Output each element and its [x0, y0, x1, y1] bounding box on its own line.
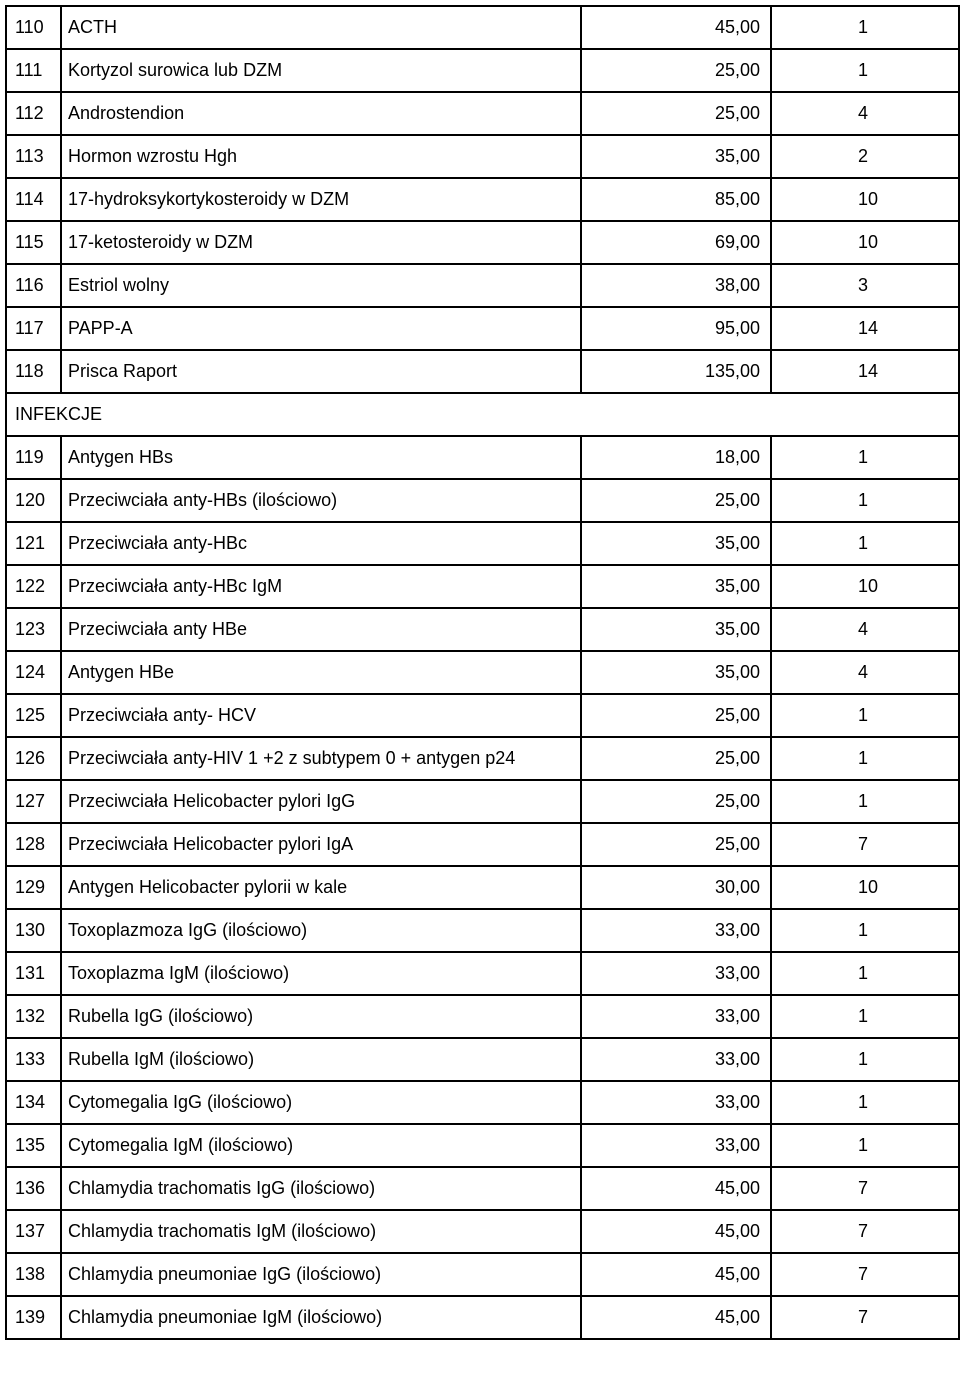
test-name: ACTH: [61, 6, 581, 49]
table-row: [6, 436, 959, 479]
test-price: 25,00: [581, 49, 771, 92]
table-row: [6, 49, 959, 92]
test-name: Przeciwciała anty-HBc IgM: [61, 565, 581, 608]
table-row: [6, 952, 959, 995]
row-number: 118: [6, 350, 61, 393]
test-name: Cytomegalia IgG (ilościowo): [61, 1081, 581, 1124]
test-name: Chlamydia trachomatis IgG (ilościowo): [61, 1167, 581, 1210]
row-number: 131: [6, 952, 61, 995]
table-row: [6, 694, 959, 737]
table-row: [6, 6, 959, 49]
test-name: Antygen HBs: [61, 436, 581, 479]
turnaround-days: 1: [771, 49, 959, 92]
turnaround-days: 1: [771, 780, 959, 823]
table-row: [6, 1210, 959, 1253]
test-name: Chlamydia pneumoniae IgG (ilościowo): [61, 1253, 581, 1296]
test-price: 35,00: [581, 565, 771, 608]
table-row: [6, 1124, 959, 1167]
table-row: [6, 135, 959, 178]
turnaround-days: 1: [771, 952, 959, 995]
test-name: Kortyzol surowica lub DZM: [61, 49, 581, 92]
section-title: INFEKCJE: [6, 393, 959, 436]
turnaround-days: 1: [771, 737, 959, 780]
row-number: 129: [6, 866, 61, 909]
table-row: [6, 522, 959, 565]
row-number: 137: [6, 1210, 61, 1253]
row-number: 111: [6, 49, 61, 92]
row-number: 133: [6, 1038, 61, 1081]
table-row: [6, 909, 959, 952]
test-name: Przeciwciała anty-HBs (ilościowo): [61, 479, 581, 522]
row-number: 110: [6, 6, 61, 49]
test-price: 45,00: [581, 1296, 771, 1339]
test-price: 35,00: [581, 608, 771, 651]
turnaround-days: 4: [771, 608, 959, 651]
row-number: 117: [6, 307, 61, 350]
table-row: [6, 995, 959, 1038]
test-price: 18,00: [581, 436, 771, 479]
test-price: 45,00: [581, 1253, 771, 1296]
turnaround-days: 1: [771, 479, 959, 522]
test-price: 25,00: [581, 479, 771, 522]
test-name: Prisca Raport: [61, 350, 581, 393]
test-price: 85,00: [581, 178, 771, 221]
row-number: 126: [6, 737, 61, 780]
test-name: PAPP-A: [61, 307, 581, 350]
row-number: 112: [6, 92, 61, 135]
row-number: 132: [6, 995, 61, 1038]
test-name: 17-hydroksykortykosteroidy w DZM: [61, 178, 581, 221]
table-row: [6, 1296, 959, 1339]
test-name: 17-ketosteroidy w DZM: [61, 221, 581, 264]
section-header-row: [6, 393, 959, 436]
test-name: Przeciwciała Helicobacter pylori IgA: [61, 823, 581, 866]
test-price: 45,00: [581, 1210, 771, 1253]
turnaround-days: 1: [771, 1081, 959, 1124]
test-price: 69,00: [581, 221, 771, 264]
table-row: [6, 1038, 959, 1081]
test-price: 35,00: [581, 135, 771, 178]
row-number: 113: [6, 135, 61, 178]
row-number: 123: [6, 608, 61, 651]
test-price: 33,00: [581, 995, 771, 1038]
turnaround-days: 1: [771, 522, 959, 565]
turnaround-days: 14: [771, 350, 959, 393]
table-row: [6, 479, 959, 522]
test-name: Antygen HBe: [61, 651, 581, 694]
test-name: Rubella IgM (ilościowo): [61, 1038, 581, 1081]
test-price: 25,00: [581, 694, 771, 737]
test-name: Toxoplazma IgM (ilościowo): [61, 952, 581, 995]
test-name: Przeciwciała anty- HCV: [61, 694, 581, 737]
test-price: 33,00: [581, 952, 771, 995]
table-row: [6, 178, 959, 221]
row-number: 120: [6, 479, 61, 522]
table-row: [6, 1167, 959, 1210]
turnaround-days: 1: [771, 694, 959, 737]
table-row: [6, 565, 959, 608]
table-row: [6, 737, 959, 780]
test-price: 33,00: [581, 909, 771, 952]
turnaround-days: 7: [771, 1253, 959, 1296]
test-price: 25,00: [581, 737, 771, 780]
turnaround-days: 10: [771, 178, 959, 221]
row-number: 128: [6, 823, 61, 866]
test-price: 45,00: [581, 6, 771, 49]
test-name: Toxoplazmoza IgG (ilościowo): [61, 909, 581, 952]
test-price: 30,00: [581, 866, 771, 909]
table-row: [6, 1253, 959, 1296]
test-price: 25,00: [581, 823, 771, 866]
test-name: Estriol wolny: [61, 264, 581, 307]
turnaround-days: 1: [771, 1124, 959, 1167]
turnaround-days: 3: [771, 264, 959, 307]
test-name: Chlamydia trachomatis IgM (ilościowo): [61, 1210, 581, 1253]
test-name: Antygen Helicobacter pylorii w kale: [61, 866, 581, 909]
test-name: Chlamydia pneumoniae IgM (ilościowo): [61, 1296, 581, 1339]
turnaround-days: 10: [771, 221, 959, 264]
turnaround-days: 10: [771, 565, 959, 608]
test-name: Rubella IgG (ilościowo): [61, 995, 581, 1038]
turnaround-days: 1: [771, 436, 959, 479]
table-row: [6, 92, 959, 135]
test-price: 35,00: [581, 651, 771, 694]
test-price: 25,00: [581, 92, 771, 135]
row-number: 119: [6, 436, 61, 479]
test-price: 33,00: [581, 1038, 771, 1081]
turnaround-days: 1: [771, 909, 959, 952]
row-number: 124: [6, 651, 61, 694]
table-row: [6, 350, 959, 393]
test-price: 35,00: [581, 522, 771, 565]
test-name: Przeciwciała Helicobacter pylori IgG: [61, 780, 581, 823]
test-name: Przeciwciała anty HBe: [61, 608, 581, 651]
row-number: 122: [6, 565, 61, 608]
turnaround-days: 7: [771, 1296, 959, 1339]
turnaround-days: 2: [771, 135, 959, 178]
turnaround-days: 1: [771, 6, 959, 49]
row-number: 130: [6, 909, 61, 952]
table-row: [6, 780, 959, 823]
test-price: 135,00: [581, 350, 771, 393]
row-number: 139: [6, 1296, 61, 1339]
turnaround-days: 4: [771, 651, 959, 694]
test-price: 45,00: [581, 1167, 771, 1210]
row-number: 121: [6, 522, 61, 565]
turnaround-days: 10: [771, 866, 959, 909]
row-number: 136: [6, 1167, 61, 1210]
table-row: [6, 264, 959, 307]
test-name: Hormon wzrostu Hgh: [61, 135, 581, 178]
row-number: 116: [6, 264, 61, 307]
turnaround-days: 14: [771, 307, 959, 350]
price-list-body: [6, 6, 959, 1339]
turnaround-days: 4: [771, 92, 959, 135]
test-name: Przeciwciała anty-HIV 1 +2 z subtypem 0 + antygen p24: [61, 737, 581, 780]
table-row: [6, 307, 959, 350]
row-number: 114: [6, 178, 61, 221]
test-price: 95,00: [581, 307, 771, 350]
test-price: 33,00: [581, 1124, 771, 1167]
table-row: [6, 1081, 959, 1124]
table-row: [6, 221, 959, 264]
turnaround-days: 7: [771, 1167, 959, 1210]
row-number: 125: [6, 694, 61, 737]
row-number: 135: [6, 1124, 61, 1167]
test-price: 33,00: [581, 1081, 771, 1124]
table-row: [6, 866, 959, 909]
turnaround-days: 1: [771, 995, 959, 1038]
turnaround-days: 7: [771, 823, 959, 866]
table-row: [6, 608, 959, 651]
turnaround-days: 1: [771, 1038, 959, 1081]
row-number: 134: [6, 1081, 61, 1124]
table-row: [6, 651, 959, 694]
row-number: 115: [6, 221, 61, 264]
row-number: 127: [6, 780, 61, 823]
test-price: 25,00: [581, 780, 771, 823]
row-number: 138: [6, 1253, 61, 1296]
test-name: Przeciwciała anty-HBc: [61, 522, 581, 565]
price-list-table: [5, 5, 960, 1340]
test-name: Androstendion: [61, 92, 581, 135]
table-row: [6, 823, 959, 866]
test-price: 38,00: [581, 264, 771, 307]
turnaround-days: 7: [771, 1210, 959, 1253]
test-name: Cytomegalia IgM (ilościowo): [61, 1124, 581, 1167]
